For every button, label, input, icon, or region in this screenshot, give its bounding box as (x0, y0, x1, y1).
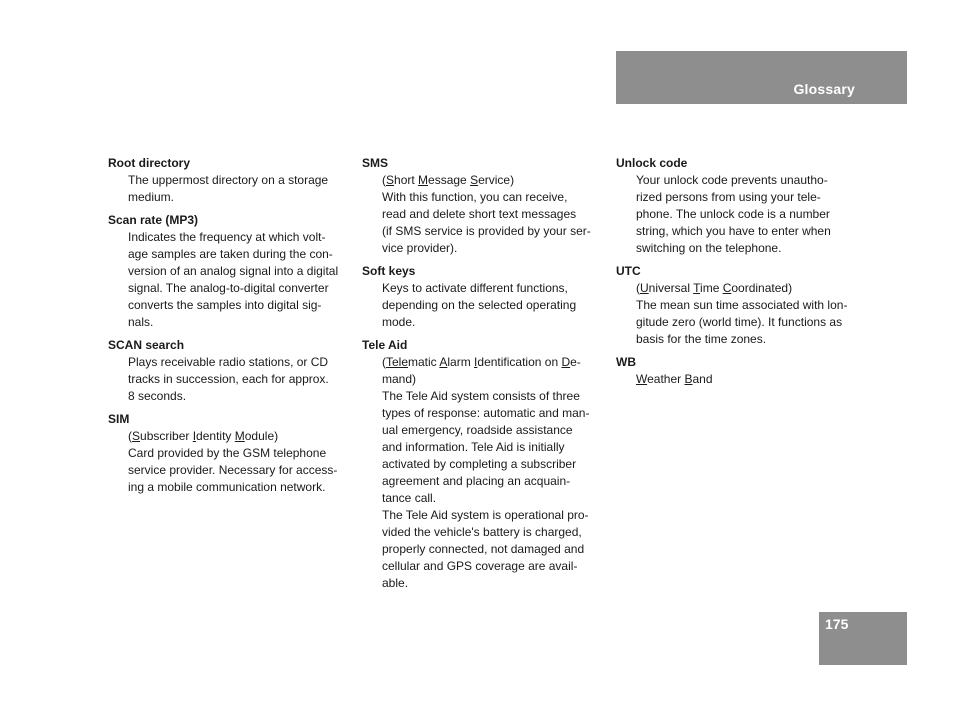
definition-line (636, 206, 862, 223)
acronym-letter: W (636, 372, 648, 386)
definition-text: Indicates the frequency at which volt- (128, 230, 326, 244)
definition-text: Your unlock code prevents unautho- (636, 173, 828, 187)
definition-line (128, 314, 354, 331)
definition-text: cellular and GPS coverage are avail- (382, 559, 578, 573)
glossary-entry (616, 155, 862, 257)
glossary-entry (616, 263, 862, 348)
definition-text: able. (382, 576, 409, 590)
definition-text: 8 seconds. (128, 389, 187, 403)
definition-line (128, 246, 354, 263)
definition-line (382, 490, 608, 507)
acronym-letter: M (418, 173, 429, 187)
definition-line (128, 354, 354, 371)
acronym-letter: I (474, 355, 478, 369)
definition-line (636, 189, 862, 206)
definition-text: mand) (382, 372, 417, 386)
definition-line (636, 223, 862, 240)
definition-text: tance call. (382, 491, 437, 505)
definition-line (636, 331, 862, 348)
definition-text: matic (408, 355, 440, 369)
definition-text: ( (382, 355, 386, 369)
definition-text: read and delete short text messages (382, 207, 577, 221)
definition-line (636, 314, 862, 331)
definition-text: signal. The analog-to-digital converter (128, 281, 329, 295)
glossary-term: SIM (108, 412, 130, 426)
definition-line (382, 405, 608, 422)
definition-text: ( (382, 173, 386, 187)
definition-line (128, 229, 354, 246)
definition-line (636, 280, 862, 297)
acronym-letter: M (234, 429, 245, 443)
definition-line (382, 558, 608, 575)
definition-text: The uppermost directory on a storage (128, 173, 329, 187)
glossary-term: Tele Aid (362, 338, 408, 352)
glossary-entry (362, 337, 608, 592)
definition-line (382, 189, 608, 206)
definition-line (382, 541, 608, 558)
definition-text: agreement and placing an acquain- (382, 474, 571, 488)
page-number: 175 (825, 616, 849, 632)
definition-line (382, 456, 608, 473)
definition-line (636, 371, 862, 388)
definition-line (382, 575, 608, 592)
definition-text: and (692, 372, 713, 386)
definition-line (382, 473, 608, 490)
definition-text: larm (447, 355, 475, 369)
glossary-term: Root directory (108, 156, 191, 170)
definition-text: depending on the selected operating (382, 298, 577, 312)
acronym-letter: U (640, 281, 649, 295)
definition-text: niversal (648, 281, 694, 295)
acronym-letter: I (192, 429, 197, 443)
acronym-letter: S (470, 173, 479, 187)
definition-text: ing a mobile communication network. (128, 480, 326, 494)
definition-line (128, 479, 354, 496)
section-title: Glossary (793, 81, 855, 97)
acronym-letter: C (722, 281, 732, 295)
glossary-term: Scan rate (MP3) (108, 213, 199, 227)
definition-text: e- (570, 355, 581, 369)
glossary-entry (108, 155, 354, 206)
glossary-entry (108, 411, 354, 496)
definition-text: (if SMS service is provided by your ser- (382, 224, 591, 238)
definition-line (128, 462, 354, 479)
glossary-entry (108, 337, 354, 405)
definition-text: activated by completing a subscriber (382, 457, 577, 471)
definition-text: ime (700, 281, 723, 295)
definition-text: tracks in succession, each for approx. (128, 372, 329, 386)
page-number-box (819, 612, 907, 665)
definition-text: version of an analog signal into a digital (128, 264, 339, 278)
definition-text: service provider. Necessary for access- (128, 463, 338, 477)
glossary-column-1 (108, 155, 354, 502)
definition-line (128, 189, 354, 206)
definition-text: hort (394, 173, 419, 187)
definition-line (382, 280, 608, 297)
definition-text: The mean sun time associated with lon- (636, 298, 848, 312)
definition-line (382, 172, 608, 189)
acronym-letter: A (439, 355, 448, 369)
definition-text: nals. (128, 315, 154, 329)
acronym-letter: S (386, 173, 395, 187)
definition-text: rized persons from using your tele- (636, 190, 821, 204)
definition-text: oordinated) (731, 281, 793, 295)
definition-line (128, 371, 354, 388)
definition-text: and information. Tele Aid is initially (382, 440, 565, 454)
definition-line (382, 297, 608, 314)
definition-text: ervice) (478, 173, 515, 187)
glossary-column-3 (616, 155, 862, 394)
definition-line (382, 388, 608, 405)
definition-text: ubscriber (140, 429, 193, 443)
definition-text: gitude zero (world time). It functions as (636, 315, 843, 329)
definition-line (382, 314, 608, 331)
definition-line (128, 428, 354, 445)
definition-line (128, 172, 354, 189)
definition-text: vice provider). (382, 241, 458, 255)
glossary-term: Soft keys (362, 264, 416, 278)
definition-line (636, 297, 862, 314)
definition-line (382, 507, 608, 524)
definition-text: switching on the telephone. (636, 241, 782, 255)
definition-text: With this function, you can receive, (382, 190, 568, 204)
glossary-term: SCAN search (108, 338, 185, 352)
definition-line (128, 280, 354, 297)
definition-text: mode. (382, 315, 416, 329)
definition-text: dentification on (477, 355, 562, 369)
definition-text: basis for the time zones. (636, 332, 767, 346)
definition-text: eather (647, 372, 685, 386)
definition-line (382, 206, 608, 223)
definition-text: Card provided by the GSM telephone (128, 446, 327, 460)
definition-line (382, 422, 608, 439)
acronym-letter: Tele (386, 355, 409, 369)
definition-text: ( (128, 429, 132, 443)
definition-line (382, 240, 608, 257)
definition-text: dentity (196, 429, 235, 443)
definition-text: vided the vehicle's battery is charged, (382, 525, 582, 539)
definition-line (382, 439, 608, 456)
glossary-entry (362, 155, 608, 257)
definition-line (636, 240, 862, 257)
definition-text: ual emergency, roadside assistance (382, 423, 573, 437)
definition-text: odule) (244, 429, 279, 443)
definition-text: The Tele Aid system is operational pro- (382, 508, 589, 522)
definition-line (128, 297, 354, 314)
definition-text: age samples are taken during the con- (128, 247, 333, 261)
definition-text: medium. (128, 190, 175, 204)
definition-text: types of response: automatic and man- (382, 406, 590, 420)
glossary-term: Unlock code (616, 156, 688, 170)
definition-line (382, 223, 608, 240)
definition-line (636, 172, 862, 189)
definition-line (382, 354, 608, 371)
definition-text: phone. The unlock code is a number (636, 207, 830, 221)
acronym-letter: B (684, 372, 693, 386)
definition-line (128, 445, 354, 462)
glossary-column-2 (362, 155, 608, 598)
glossary-entry (362, 263, 608, 331)
definition-text: string, which you have to enter when (636, 224, 831, 238)
acronym-letter: S (132, 429, 141, 443)
glossary-term: SMS (362, 156, 389, 170)
glossary-entry (108, 212, 354, 331)
section-header-bar (616, 51, 907, 104)
glossary-term: WB (616, 355, 636, 369)
definition-line (382, 524, 608, 541)
definition-line (128, 263, 354, 280)
definition-text: essage (428, 173, 471, 187)
definition-text: properly connected, not damaged and (382, 542, 585, 556)
definition-text: Keys to activate different functions, (382, 281, 568, 295)
definition-line (382, 371, 608, 388)
definition-text: Plays receivable radio stations, or CD (128, 355, 329, 369)
definition-line (128, 388, 354, 405)
acronym-letter: T (693, 281, 701, 295)
definition-text: ( (636, 281, 640, 295)
definition-text: converts the samples into digital sig- (128, 298, 322, 312)
glossary-term: UTC (616, 264, 641, 278)
acronym-letter: D (561, 355, 571, 369)
glossary-entry (616, 354, 862, 388)
definition-text: The Tele Aid system consists of three (382, 389, 580, 403)
